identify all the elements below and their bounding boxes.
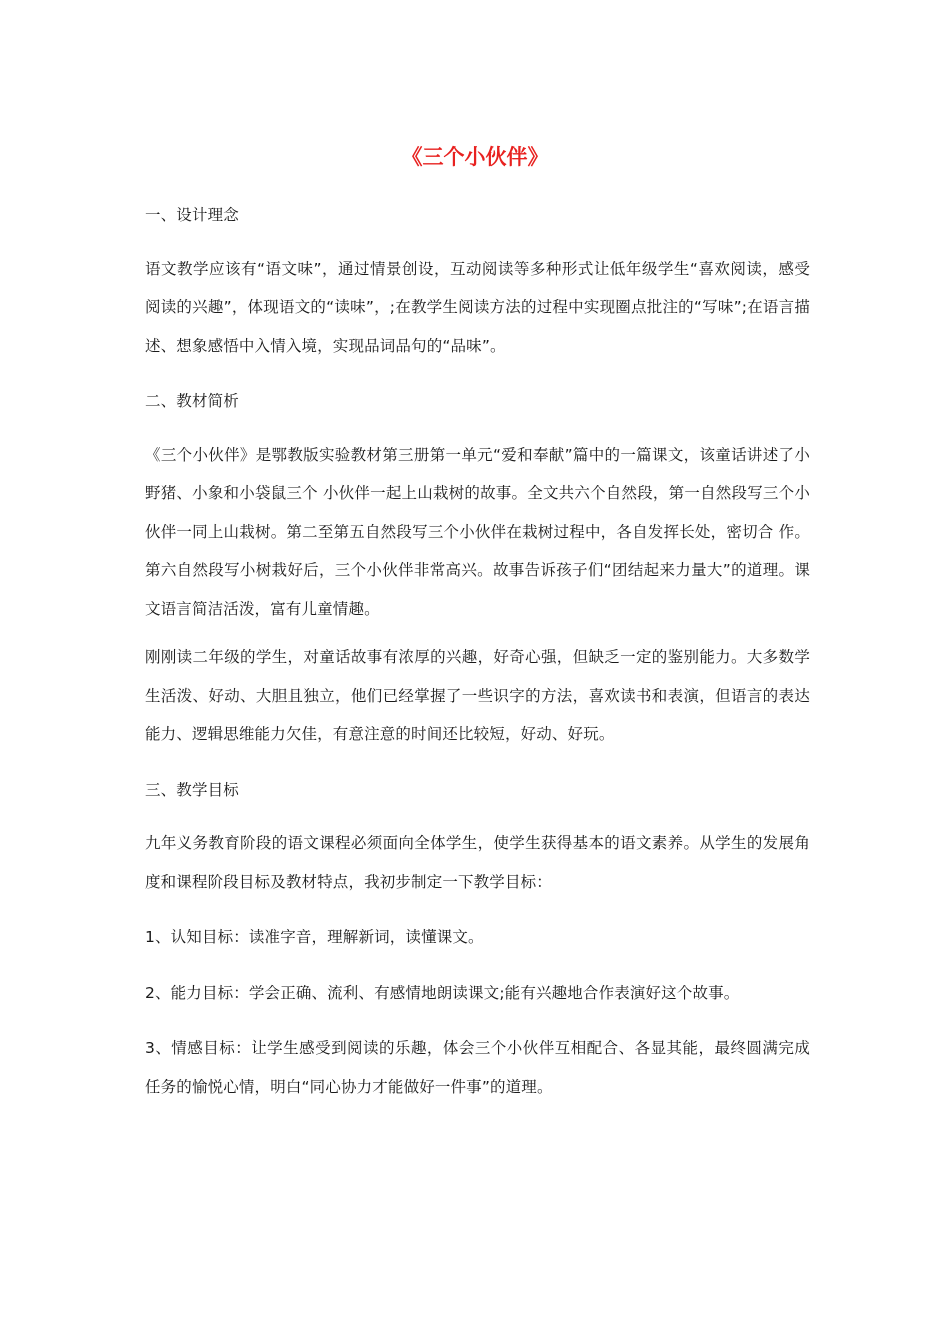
paragraph-material-analysis: 《三个小伙伴》是鄂教版实验教材第三册第一单元“爱和奉献”篇中的一篇课文，该童话讲述了小野猪、小象和小袋鼠三个 小伙伴一起上山栽树的故事。全文共六个自然段，第一自然段写三个小伙伴一同上山栽树。第二至第五自然段写三个小伙伴在栽树过程中，各自发挥长处，密切合 作。第六自然段写小树栽好后，三个小伙伴非常高兴。故事告诉孩子们“团结起来力量大”的道理。课文语言简洁活泼，富有儿童情趣。 (145, 445, 810, 618)
document-body (145, 196, 810, 1123)
paragraph-goal-ability: 2、能力目标：学会正确、流利、有感情地朗读课文;能有兴趣地合作表演好这个故事。 (145, 983, 740, 1002)
document-title: 《三个小伙伴》 (401, 145, 549, 169)
section-heading-material-analysis: 二、教材简析 (145, 392, 239, 410)
paragraph-goal-emotion: 3、情感目标：让学生感受到阅读的乐趣，体会三个小伙伴互相配合、各显其能，最终圆满完成任务的愉悦心情，明白“同心协力才能做好一件事”的道理。 (145, 1039, 810, 1096)
paragraph-goals-intro: 九年义务教育阶段的语文课程必须面向全体学生，使学生获得基本的语文素养。从学生的发展角度和课程阶段目标及教材特点，我初步制定一下教学目标： (145, 834, 810, 891)
paragraph-design-concept: 语文教学应该有“语文味”，通过情景创设，互动阅读等多种形式让低年级学生“喜欢阅读，感受阅读的兴趣”，体现语文的“读味”，;在教学生阅读方法的过程中实现圈点批注的“写味”;在语言描述、想象感悟中入情入境，实现品词品句的“品味”。 (145, 259, 810, 355)
paragraph-student-analysis: 刚刚读二年级的学生，对童话故事有浓厚的兴趣，好奇心强，但缺乏一定的鉴别能力。大多数学生活泼、好动、大胆且独立，他们已经掌握了一些识字的方法，喜欢读书和表演，但语言的表达能力、逻辑思维能力欠佳，有意注意的时间还比较短，好动、好玩。 (145, 648, 810, 743)
section-heading-teaching-goals: 三、教学目标 (145, 780, 239, 799)
paragraph-goal-cognitive: 1、认知目标：读准字音，理解新词，读懂课文。 (145, 928, 484, 946)
section-heading-design-concept: 一、设计理念 (145, 206, 239, 224)
